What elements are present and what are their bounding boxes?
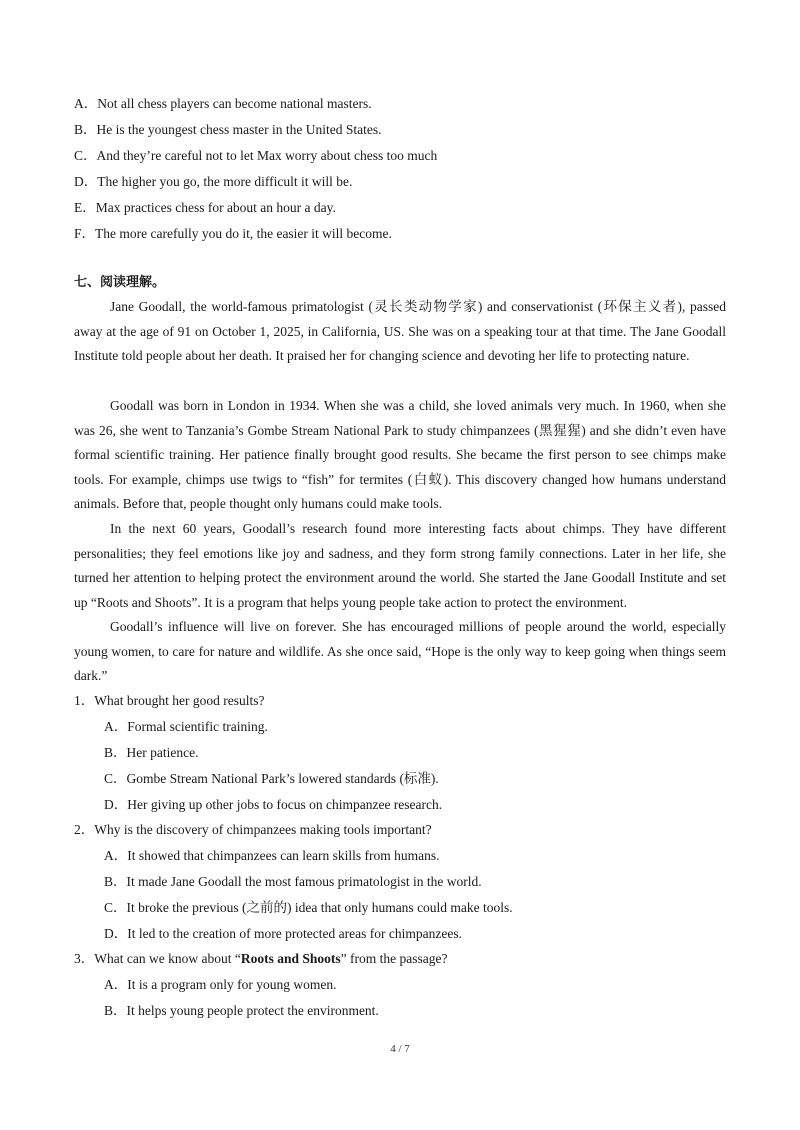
- option-b: B．He is the youngest chess master in the United States.: [74, 122, 382, 137]
- question-3-stem-bold: Roots and Shoots: [240, 951, 341, 966]
- question-2-option-a: A．It showed that chimpanzees can learn skills from humans.: [104, 848, 440, 863]
- paragraph-3: In the next 60 years, Goodall’s research found more interesting facts about chimps. They have different personalities; they feel emotions like joy and sadness, and they form strong family connections. Later in her life, she turned her attention to helping protect the environment around the world. She started the Jane Goodall Institute and set up “Roots and Shoots”. It is a program that helps young people take action to protect the environment.: [74, 521, 726, 610]
- question-2-option-b: B．It made Jane Goodall the most famous primatologist in the world.: [104, 874, 482, 889]
- question-1-option-c: C．Gombe Stream National Park’s lowered standards (标准).: [104, 771, 439, 786]
- question-2-option-c: C．It broke the previous (之前的) idea that only humans could make tools.: [104, 900, 513, 915]
- option-e: E．Max practices chess for about an hour a day.: [74, 200, 336, 215]
- paragraph-4: Goodall’s influence will live on forever. She has encouraged millions of people around the world, especially young women, to care for nature and wildlife. As she once said, “Hope is the only way to keep going when things seem dark.”: [74, 619, 726, 684]
- question-3-option-b: B．It helps young people protect the environment.: [104, 1003, 379, 1018]
- question-1-option-a: A．Formal scientific training.: [104, 719, 268, 734]
- page-number: 4 / 7: [390, 1043, 410, 1055]
- option-f: F．The more carefully you do it, the easier it will become.: [74, 226, 392, 241]
- paragraph-2: Goodall was born in London in 1934. When she was a child, she loved animals very much. In 1960, when she was 26, she went to Tanzania’s Gombe Stream National Park to study chimpanzees (黑猩猩) and she didn’t even have formal scientific training. Her patience finally brought good results. She became the first person to see chimps make tools. For example, chimps use twigs to “fish” for termites (白蚁). This discovery changed how humans understand animals. Before that, people thought only humans could make tools.: [74, 398, 726, 512]
- question-3-option-a: A．It is a program only for young women.: [104, 977, 337, 992]
- option-a: A．Not all chess players can become national masters.: [74, 96, 372, 111]
- question-1-option-d: D．Her giving up other jobs to focus on chimpanzee research.: [104, 797, 443, 812]
- section-heading: 七、阅读理解。: [74, 275, 166, 290]
- option-d: D．The higher you go, the more difficult it will be.: [74, 174, 353, 189]
- question-1-option-b: B．Her patience.: [104, 745, 199, 760]
- paragraph-1: Jane Goodall, the world-famous primatologist (灵长类动物学家) and conservationist (环保主义者), passed away at the age of 91 on October 1, 2025, in California, US. She was on a speaking tour at that time. The Jane Goodall Institute told people about her death. It praised her for changing science and devoting her life to protecting nature.: [74, 299, 726, 364]
- question-2-stem: 2．Why is the discovery of chimpanzees making tools important?: [74, 822, 432, 837]
- option-c: C．And they’re careful not to let Max worry about chess too much: [74, 148, 438, 163]
- question-2-option-d: D．It led to the creation of more protected areas for chimpanzees.: [104, 926, 462, 941]
- question-3-stem: [74, 950, 447, 968]
- question-3-stem-end: ” from the passage?: [340, 951, 448, 966]
- question-3-stem-start: 3．What can we know about “: [74, 951, 241, 966]
- question-1-stem: 1．What brought her good results?: [74, 693, 265, 708]
